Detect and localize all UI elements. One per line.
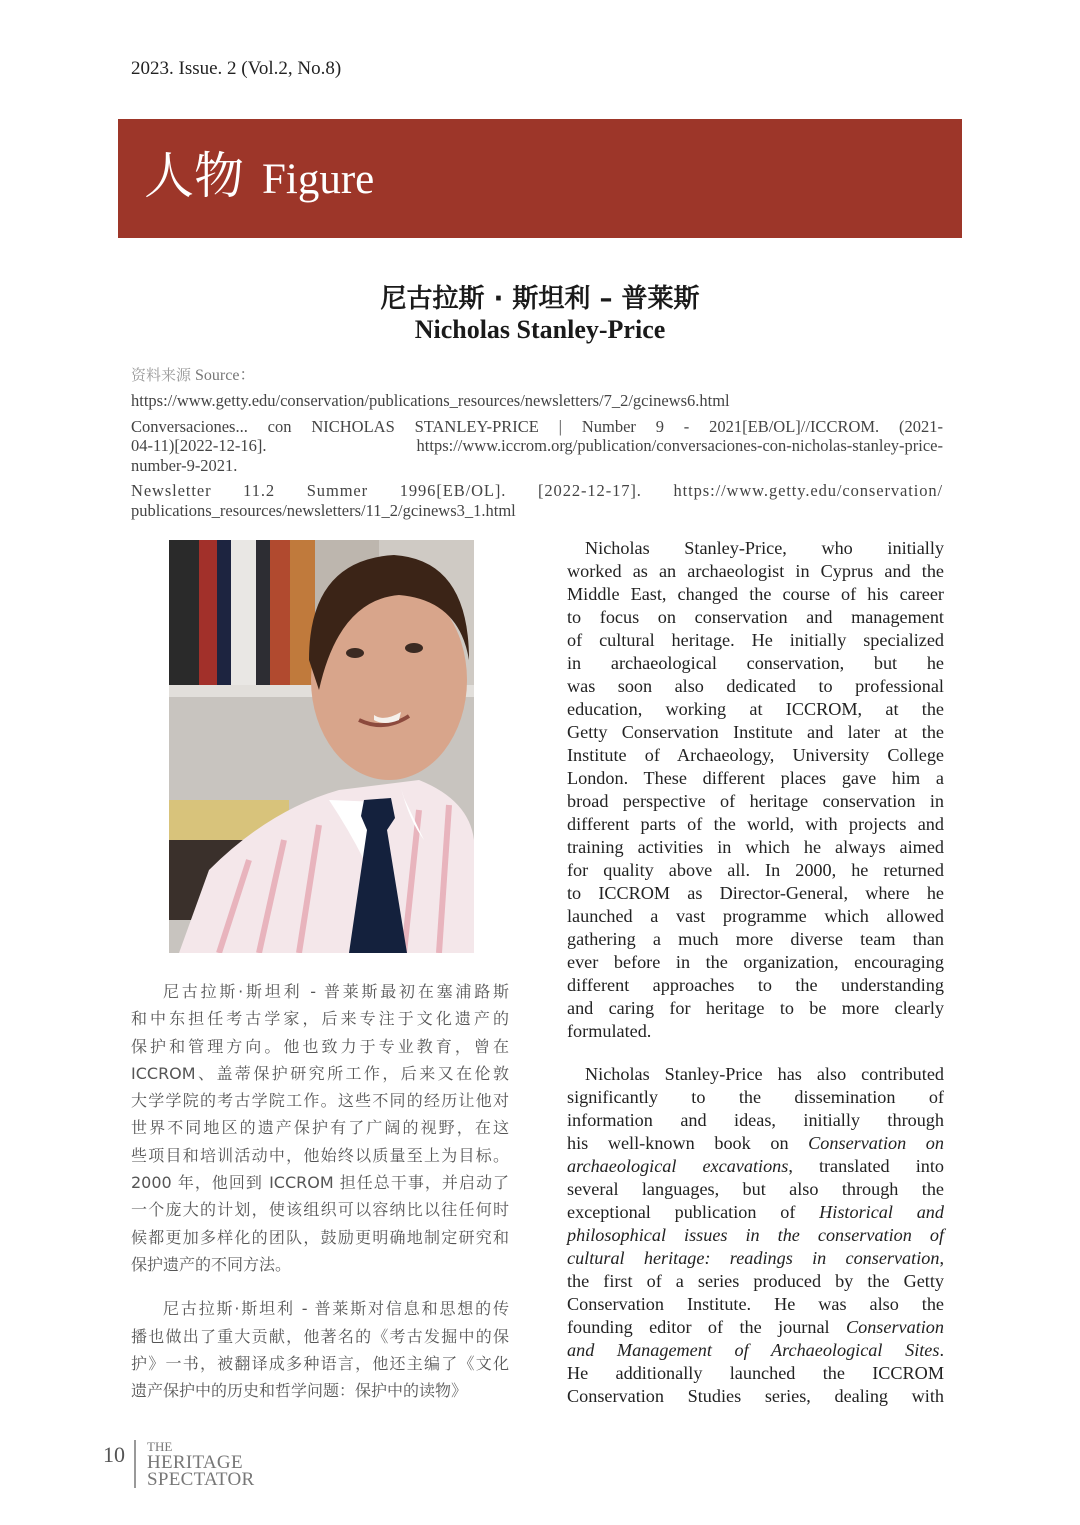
reference-line: number-9-2021.	[131, 455, 238, 475]
book-title: Conservation on	[808, 1133, 944, 1153]
text-line: 和中东担任考古学家，后来专注于文化遗产的	[131, 1009, 509, 1029]
english-paragraph	[567, 1063, 944, 1408]
english-paragraph	[567, 537, 944, 1043]
text-run: .	[939, 1340, 944, 1360]
section-banner	[118, 119, 962, 238]
text-line: of cultural heritage. He initially specialized	[567, 630, 944, 650]
logo-line: THE	[147, 1439, 173, 1454]
text-line: 一个庞大的计划，使该组织可以容纳比以往任何时	[131, 1200, 509, 1220]
chinese-body	[131, 978, 509, 1421]
text-line	[567, 1247, 944, 1270]
reference-line: Conversaciones... con NICHOLAS STANLEY-PRICE | Number 9 - 2021[EB/OL]//ICCROM. (2021-	[131, 416, 943, 436]
text-line: London. These different places gave him a	[567, 768, 944, 788]
reference-item	[131, 481, 943, 520]
text-line	[567, 1201, 944, 1224]
text-line: training activities in which he always aimed	[567, 837, 944, 857]
text-line: gathering a much more diverse team than	[567, 929, 944, 949]
reference-line: publications_resources/newsletters/11_2/gcinews3_1.html	[131, 500, 516, 520]
text-line: different parts of the world, with projects and	[567, 814, 944, 834]
text-line: broad perspective of heritage conservation in	[567, 791, 944, 811]
text-line: 尼古拉斯·斯坦利 - 普莱斯最初在塞浦路斯	[163, 982, 509, 1001]
portrait-photo	[169, 540, 474, 953]
text-line: significantly to the dissemination of	[567, 1087, 944, 1107]
page-number: 10	[103, 1442, 125, 1467]
text-run: founding editor of the journal	[567, 1317, 846, 1337]
book-title: archaeological excavations	[567, 1156, 789, 1176]
text-line: Institute of Archaeology, University College	[567, 745, 944, 765]
text-line: Getty Conservation Institute and later at the	[567, 722, 944, 742]
book-title: cultural heritage: readings in conservation	[567, 1248, 940, 1268]
journal-title: Conservation	[845, 1317, 944, 1337]
text-line: to focus on conservation and management	[567, 607, 944, 627]
text-line: Nicholas Stanley-Price has also contributed	[585, 1064, 944, 1084]
text-line: formulated.	[567, 1021, 652, 1041]
text-run: exceptional publication of	[567, 1202, 820, 1222]
text-run: ,	[939, 1248, 944, 1268]
text-run: , translated into	[788, 1156, 944, 1176]
text-line: 遗产保护中的历史和哲学问题：保护中的读物》	[131, 1381, 468, 1401]
text-line: 保护遗产的不同方法。	[131, 1254, 292, 1274]
text-line: ever before in the organization, encouraging	[567, 952, 944, 972]
text-line: different approaches to the understanding	[567, 975, 944, 995]
text-line: information and ideas, initially through	[567, 1110, 944, 1130]
book-title: philosophical issues in the conservation of	[567, 1225, 944, 1245]
text-line: 播也做出了重大贡献，他著名的《考古发掘中的保	[131, 1326, 509, 1346]
text-line: Nicholas Stanley-Price, who initially	[585, 538, 944, 558]
text-line: several languages, but also through the	[567, 1179, 944, 1199]
footer-divider	[134, 1440, 136, 1488]
section-title-cn: 人物	[144, 147, 244, 205]
text-line: in archaeological conservation, but he	[567, 653, 944, 673]
text-line: 护》一书，被翻译成多种语言，他还主编了《文化	[131, 1353, 509, 1373]
text-line: and caring for heritage to be more clearly	[567, 998, 944, 1018]
text-line: ICCROM、盖蒂保护研究所工作，后来又在伦敦	[131, 1063, 509, 1083]
source-label-cn: 资料来源	[131, 366, 192, 384]
article-title-en: Nicholas Stanley-Price	[414, 315, 666, 344]
chinese-paragraph	[131, 1295, 509, 1404]
text-line: the first of a series produced by the Getty	[567, 1271, 944, 1291]
reference-list	[131, 391, 943, 526]
english-body	[567, 537, 944, 1428]
text-line: 保护和管理方向。他也致力于专业教育，曾在	[131, 1036, 509, 1056]
text-line	[567, 1132, 944, 1155]
reference-line[interactable]: 04-11)[2022-12-16]. https://www.iccrom.org/publication/conversaciones-con-nicholas-stanley-price-	[131, 436, 943, 455]
text-line: launched a vast programme which allowed	[567, 906, 944, 926]
reference-link[interactable]: https://www.getty.edu/conservation/publications_resources/newsletters/7_2/gcinews6.html	[131, 391, 730, 410]
text-line: 尼古拉斯·斯坦利 - 普莱斯对信息和思想的传	[163, 1299, 509, 1319]
text-line: He additionally launched the ICCROM	[567, 1363, 944, 1383]
section-title-en: Figure	[262, 156, 375, 203]
article-title-cn: 尼古拉斯 · 斯坦利 – 普莱斯	[380, 284, 700, 314]
magazine-logo	[147, 1440, 254, 1488]
text-line: to ICCROM as Director-General, where he	[567, 883, 944, 903]
logo-line: SPECTATOR	[147, 1469, 255, 1490]
source-label	[131, 362, 255, 385]
text-line	[567, 1339, 944, 1362]
text-line: for quality above all. In 2000, he returned	[567, 860, 944, 880]
reference-item	[131, 417, 943, 476]
text-line: was soon also dedicated to professional	[567, 676, 944, 696]
logo-line: HERITAGE	[147, 1452, 243, 1473]
text-line: 世界不同地区的遗产保护有了广阔的视野，在这	[131, 1118, 509, 1138]
text-run: his well-known book on	[567, 1133, 809, 1153]
text-line: Conservation Institute. He was also the	[567, 1294, 944, 1314]
issue-line: 2023. Issue. 2 (Vol.2, No.8)	[131, 58, 342, 79]
text-line	[567, 1316, 944, 1339]
source-label-en: Source：	[195, 367, 256, 384]
portrait-illustration	[169, 540, 474, 953]
book-title: Historical and	[819, 1202, 944, 1222]
text-line: 2000 年，他回到 ICCROM 担任总干事，并启动了	[131, 1173, 509, 1193]
text-line: 候都更加多样化的团队，鼓励更明确地制定研究和	[131, 1227, 509, 1247]
chinese-paragraph	[131, 978, 509, 1278]
text-line: 些项目和培训活动中，他始终以质量至上为目标。	[131, 1145, 509, 1165]
text-line	[567, 1224, 944, 1247]
text-line: Middle East, changed the course of his career	[567, 584, 944, 604]
section-title	[144, 143, 374, 213]
journal-title: and Management of Archaeological Sites	[567, 1340, 940, 1360]
text-line: Conservation Studies series, dealing with	[567, 1386, 944, 1406]
text-line	[567, 1155, 944, 1178]
text-line: worked as an archaeologist in Cyprus and the	[567, 561, 944, 581]
text-line: education, working at ICCROM, at the	[567, 699, 944, 719]
reference-line[interactable]: Newsletter 11.2 Summer 1996[EB/OL]. [2022-12-17]. https://www.getty.edu/conservation/	[131, 481, 943, 500]
reference-item	[131, 391, 943, 411]
text-line: 大学学院的考古学院工作。这些不同的经历让他对	[131, 1091, 509, 1111]
